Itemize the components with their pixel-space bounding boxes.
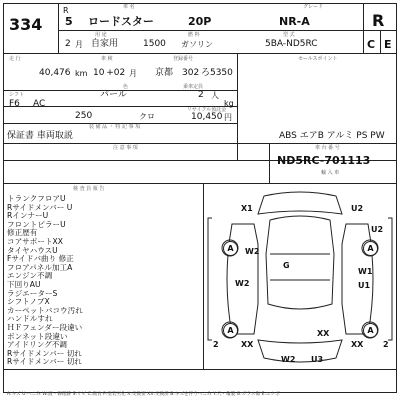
condition-item: シフトノブX (7, 297, 50, 307)
mileage-label: 走 行 (9, 56, 21, 62)
recycle-unit: 円 (224, 113, 232, 122)
condition-item: アイドリング不調 (7, 340, 67, 350)
chassis-number: ND5RC-701113 (277, 154, 371, 167)
year-era: R (63, 6, 69, 15)
mark-door-right-1: W1 (358, 267, 373, 276)
region-label: 登録番号 (173, 56, 194, 62)
grade-2: NR-A (279, 15, 310, 28)
inspection-unit: 月 (129, 69, 137, 78)
import-label: 輸 入 車 (321, 170, 340, 176)
month-unit: 月 (75, 40, 83, 49)
displacement: 1500 (143, 39, 166, 49)
chassis-label: 車 台 番 号 (315, 145, 340, 151)
length-unit: クロ (139, 112, 155, 121)
condition-item: ハンドルすれ (7, 314, 53, 324)
mileage: 40,476 (39, 68, 71, 78)
region: 京都 (155, 68, 174, 78)
fuel: ガソリン (181, 40, 213, 49)
condition-item: 修正歴有 (7, 228, 38, 238)
mark-front-left: X1 (241, 204, 253, 213)
overall-score: R (372, 11, 385, 30)
tire-mark: A (363, 241, 378, 256)
condition-item: ボンネット段違い (7, 331, 68, 341)
mark-door-right-2: U1 (358, 281, 371, 290)
grade: 20P (188, 15, 212, 28)
condition-item: ラジエーターS (7, 288, 58, 298)
model-code: 5BA-ND5RC (265, 39, 318, 49)
capacity: 2 (198, 90, 204, 100)
mark-rear-left-1: XX (241, 340, 254, 349)
grade-label: グレード (303, 4, 324, 10)
mark-bracket-num: 2 (383, 340, 389, 349)
inspection-label: 車 検 (101, 56, 113, 62)
condition-item: タイヤハウスU (7, 245, 58, 255)
interior-score: C (367, 38, 376, 51)
condition-item: Rサイドメンバー 切れ (7, 357, 82, 367)
mark-rear-left-2: XX (351, 340, 364, 349)
tire-mark: A (223, 241, 238, 256)
condition-item: エンジン不調 (7, 271, 53, 281)
plate-number: 302 ろ5350 (182, 68, 233, 78)
condition-item: Rサイドメンバー U (7, 202, 73, 212)
mark-roof-center: G (283, 261, 290, 270)
air-conditioner: AC (33, 99, 46, 109)
condition-item: トランクフロアU (7, 194, 66, 203)
recycle-label: リサイクル預託金 (187, 107, 227, 113)
shift-label: シフト (9, 92, 25, 98)
transmission: F6 (9, 99, 20, 109)
model-name: ロードスター (88, 15, 154, 28)
capacity-unit: 人 (211, 91, 219, 100)
condition-item: Rサイドメンバー 切れ (7, 348, 82, 358)
load-unit: kg (224, 99, 234, 108)
fuel-label: 燃 料 (188, 32, 200, 38)
condition-item: フロアパネル加工A (7, 262, 73, 272)
color-label: 色 (123, 84, 129, 90)
condition-item: カーペットバコウ汚れ (7, 305, 83, 315)
condition-item: ＨＦフェンダー段違い (7, 323, 83, 332)
mark-roof-left: W2 (245, 247, 260, 256)
condition-item: 下回りAU (7, 280, 41, 289)
legend-footer: A:キズ U:へこみ W:波・修理跡 S:サビ C:腐食 P:塗装劣化 X:交換要 XX:交換済 B:キズを伴うへこみ Y:穴・亀裂 G:ガラス傷 E:エクボ (7, 392, 280, 397)
condition-item: Fサイドバ曲り 修正 (7, 254, 74, 264)
condition-item: RインナーU (7, 211, 49, 221)
inspector-report-label: 検 査 員 報 告 (73, 186, 105, 192)
mark-rear-center-1: W2 (281, 355, 296, 364)
length: 250 (75, 111, 93, 121)
auction-sheet (3, 3, 397, 396)
features: ABS エアB アルミ PS PW (279, 131, 385, 141)
lot-number: 334 (9, 15, 43, 34)
recycle-fee: 10,450 (191, 112, 223, 122)
inspection-date: 10 +02 (93, 68, 126, 78)
body-color: パール (100, 90, 127, 100)
tire-mark: A (223, 323, 238, 338)
mark-rear-right: XX (317, 329, 330, 338)
mark-side-right-1: U2 (371, 225, 384, 234)
vehicle-damage-diagram (204, 184, 396, 370)
capacity-label: 乗車定員 (183, 84, 204, 90)
usage: 自家用 (91, 39, 119, 49)
tire-mark: A (363, 323, 378, 338)
mark-bracket-num: 2 (213, 340, 219, 349)
equipment-label: 装 備 品 ・ 特 記 事 項 (89, 124, 141, 130)
notes-label: 注 意 事 項 (113, 145, 138, 151)
condition-item: フロントピラーU (7, 219, 66, 229)
usage-label: 用 途 (95, 32, 107, 38)
condition-item: コアサポートXX (7, 237, 63, 246)
registration-month: 2 (65, 39, 71, 49)
type-label: 型 式 (283, 32, 295, 38)
car-name-label: 車 名 (123, 4, 135, 10)
mileage-unit: km (75, 69, 88, 78)
mark-rear-center-2: U3 (311, 355, 324, 364)
exterior-score: E (384, 38, 392, 51)
sales-point-label: セールスポイント (298, 56, 338, 62)
mark-front-right: U2 (351, 204, 364, 213)
documents: 保証書 車両取説 (7, 131, 73, 141)
model-year: 5 (65, 15, 73, 28)
mark-door-left: W2 (235, 279, 250, 288)
